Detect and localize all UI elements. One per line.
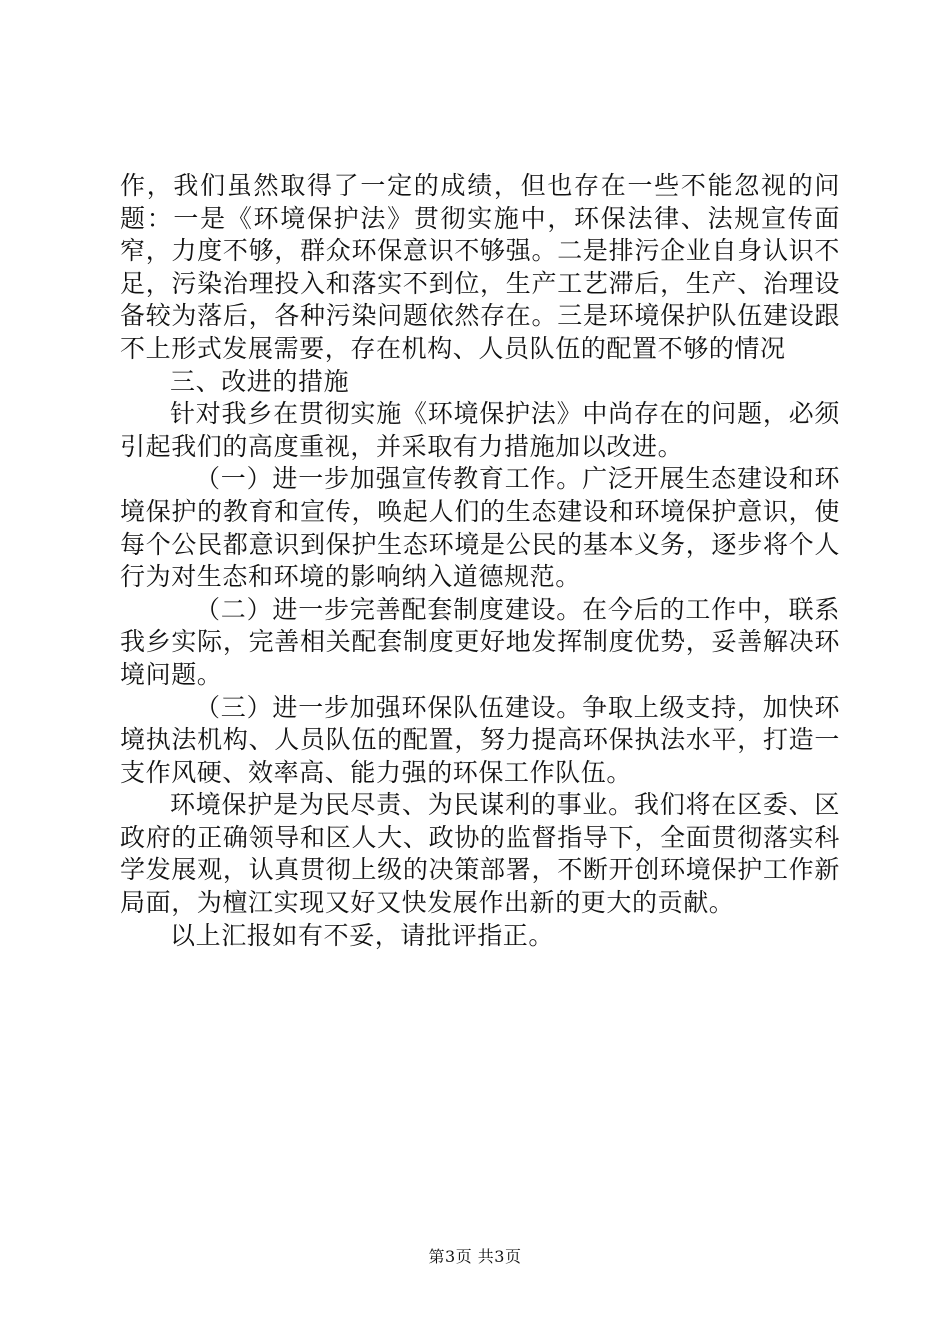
paragraph-conclusion: 环境保护是为民尽责、为民谋利的事业。我们将在区委、区政府的正确领导和区人大、政协的监督指导下，全面贯彻落实科学发展观，认真贯彻上级的决策部署，不断开创环境保护工作新局面，为檀江实现又好又快发展作出新的更大的贡献。 — [120, 790, 840, 918]
section-heading-improvements: 三、改进的措施 — [170, 366, 350, 396]
paragraph-improvement-intro: 针对我乡在贯彻实施《环境保护法》中尚存在的问题，必须引起我们的高度重视，并采取有力措施加以改进。 — [120, 399, 840, 461]
paragraph-problems-continued: 作，我们虽然取得了一定的成绩，但也存在一些不能忽视的问题：一是《环境保护法》贯彻实施中，环保法律、法规宣传面窄，力度不够，群众环保意识不够强。二是排污企业自身认识不足，污染治理投入和落实不到位，生产工艺滞后，生产、治理设备较为落后，各种污染问题依然存在。三是环境保护队伍建设跟不上形式发展需要，存在机构、人员队伍的配置不够的情况 — [120, 171, 840, 363]
paragraph-measure-3: （三）进一步加强环保队伍建设。争取上级支持，加快环境执法机构、人员队伍的配置，努力提高环保执法水平，打造一支作风硬、效率高、能力强的环保工作队伍。 — [120, 692, 840, 787]
paragraph-closing: 以上汇报如有不妥，请批评指正。 — [170, 920, 555, 950]
paragraph-measure-1: （一）进一步加强宣传教育工作。广泛开展生态建设和环境保护的教育和宣传，唤起人们的生态建设和环境保护意识，使每个公民都意识到保护生态环境是公民的基本义务，逐步将个人行为对生态和环境的影响纳入道德规范。 — [120, 464, 840, 592]
page-footer: 第3页 共3页 — [428, 1247, 522, 1266]
paragraph-measure-2: （二）进一步完善配套制度建设。在今后的工作中，联系我乡实际，完善相关配套制度更好地发挥制度优势，妥善解决环境问题。 — [120, 594, 840, 689]
document-body — [120, 170, 840, 952]
